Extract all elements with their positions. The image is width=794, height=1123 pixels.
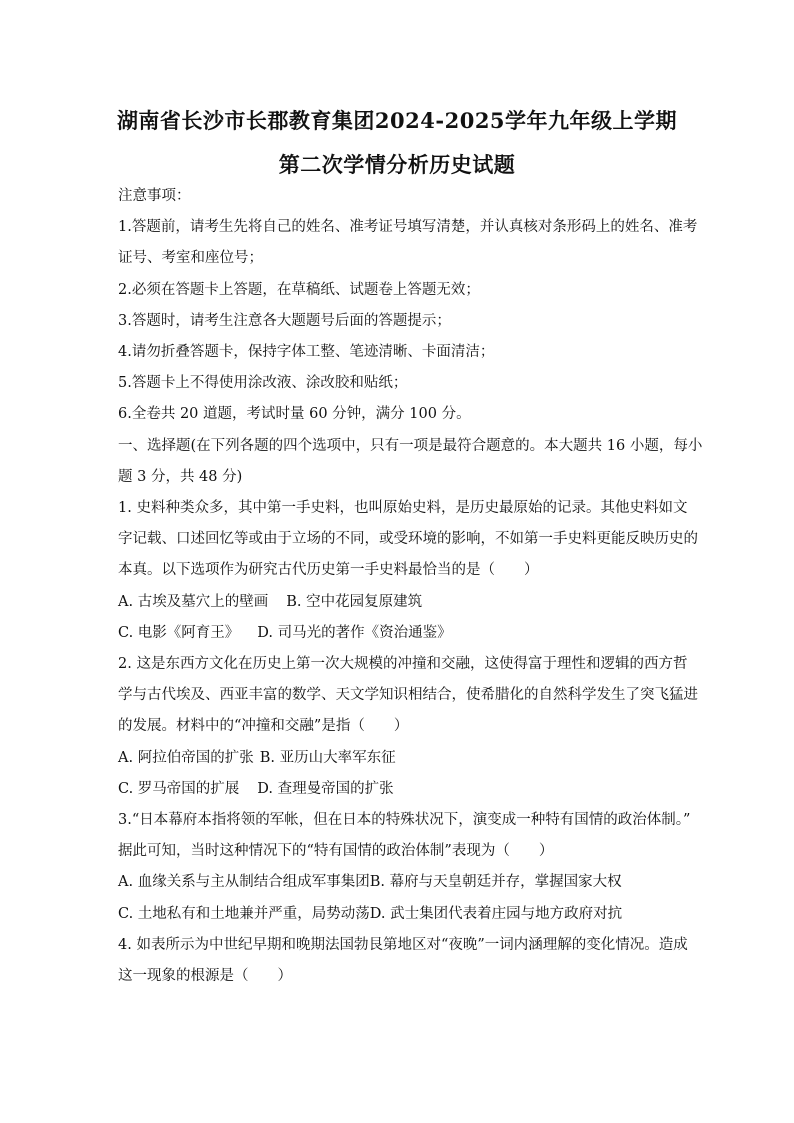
option-c: C. 土地私有和土地兼并严重，局势动荡 bbox=[118, 906, 370, 922]
question-3-options-row-1 bbox=[118, 875, 622, 890]
option-b: B. 亚历山大率军东征 bbox=[259, 750, 396, 766]
page-title: 湖南省长沙市长郡教育集团2024-2025学年九年级上学期 bbox=[116, 108, 678, 133]
question-3-options-row-2 bbox=[118, 907, 622, 922]
option-a: A. 阿拉伯帝国的扩张 bbox=[118, 750, 254, 766]
option-d: D. 司马光的著作《资治通鉴》 bbox=[257, 625, 452, 641]
note-line: 1.答题前，请考生先将自己的姓名、准考证号填写清楚，并认真核对条形码上的姓名、准考 bbox=[118, 219, 698, 235]
option-c: C. 罗马帝国的扩展 bbox=[118, 781, 240, 797]
option-b: B. 空中花园复原建筑 bbox=[286, 594, 423, 610]
option-d: D. 武士集团代表着庄园与地方政府对抗 bbox=[369, 906, 623, 922]
option-c: C. 电影《阿育王》 bbox=[118, 625, 240, 641]
note-line: 6.全卷共 20 道题，考试时量 60 分钟，满分 100 分。 bbox=[118, 406, 471, 422]
option-d: D. 查理曼帝国的扩张 bbox=[257, 781, 394, 797]
option-a: A. 古埃及墓穴上的壁画 bbox=[118, 594, 269, 610]
option-a: A. 血缘关系与主从制结合组成军事集团 bbox=[118, 874, 370, 890]
note-line: 5.答题卡上不得使用涂改液、涂改胶和贴纸； bbox=[118, 375, 408, 391]
question-2-stem: 的发展。材料中的“冲撞和交融”是指（ ） bbox=[118, 718, 409, 734]
question-2-stem: 学与古代埃及、西亚丰富的数学、天文学知识相结合，使希腊化的自然科学发生了突飞猛进 bbox=[118, 687, 698, 703]
question-2-stem: 2. 这是东西方文化在历史上第一次大规模的冲撞和交融，这使得富于理性和逻辑的西方哲 bbox=[118, 656, 688, 672]
note-line: 证号、考室和座位号； bbox=[118, 250, 263, 266]
question-1-stem: 1. 史料种类众多，其中第一手史料，也叫原始史料，是历史最原始的记录。其他史料如文 bbox=[118, 500, 688, 516]
note-line: 3.答题时，请考生注意各大题题号后面的答题提示； bbox=[118, 313, 451, 329]
section-heading: 一、选择题(在下列各题的四个选项中，只有一项是最符合题意的。本大题共 16 小题，每小 bbox=[118, 438, 703, 454]
question-1-stem: 字记载、口述回忆等或由于立场的不同，或受环境的影响，不如第一手史料更能反映历史的 bbox=[118, 531, 698, 547]
page-subtitle: 第二次学情分析历史试题 bbox=[278, 152, 516, 177]
question-2-options-row-2 bbox=[118, 782, 394, 797]
question-4-stem: 4. 如表所示为中世纪早期和晚期法国勃艮第地区对“夜晚”一词内涵理解的变化情况。造成 bbox=[118, 937, 688, 953]
question-1-stem: 本真。以下选项作为研究古代历史第一手史料最恰当的是（ ） bbox=[118, 562, 539, 578]
option-b: B. 幕府与天皇朝廷并存，掌握国家大权 bbox=[369, 874, 622, 890]
question-3-stem: 3.“日本幕府本指将领的军帐，但在日本的特殊状况下，演变成一种特有国情的政治体制。” bbox=[118, 812, 691, 828]
note-line: 4.请勿折叠答题卡，保持字体工整、笔迹清晰、卡面清洁； bbox=[118, 344, 495, 360]
question-1-options-row-2 bbox=[118, 626, 452, 641]
section-heading-cont: 题 3 分，共 48 分) bbox=[118, 469, 243, 485]
question-2-options-row-1 bbox=[118, 751, 396, 766]
question-1-options-row-1 bbox=[118, 595, 422, 610]
notes-heading: 注意事项： bbox=[118, 188, 191, 204]
question-3-stem: 据此可知，当时这种情况下的“特有国情的政治体制”表现为（ ） bbox=[118, 843, 554, 859]
note-line: 2.必须在答题卡上答题，在草稿纸、试题卷上答题无效； bbox=[118, 282, 480, 298]
question-4-stem: 这一现象的根源是（ ） bbox=[118, 968, 292, 984]
